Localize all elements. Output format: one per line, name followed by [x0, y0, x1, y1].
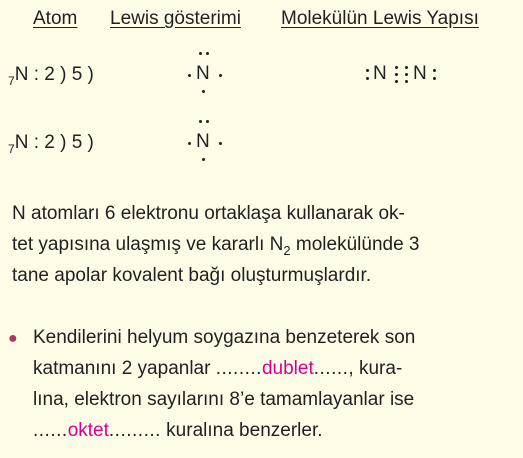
- explanation-paragraph: [12, 198, 509, 291]
- nitrogen-symbol: N: [196, 131, 210, 152]
- bullet-line: Kendilerini helyum soygazına benzeterek son: [33, 327, 416, 348]
- header-atom: Atom: [33, 8, 78, 29]
- paragraph-line: N atomları 6 elektronu ortaklaşa kullanarak ok-: [12, 203, 405, 224]
- bullet-icon: ●: [8, 330, 18, 347]
- header-molecule: Molekülün Lewis Yapısı: [281, 8, 479, 29]
- nitrogen-symbol: N: [196, 63, 210, 84]
- bullet-paragraph: [33, 322, 511, 446]
- bullet-line: ......oktet......... kuralına benzerler.: [33, 420, 323, 441]
- bullet-line: lına, elektron sayılarını 8’e tamamlayanlar ise: [33, 389, 415, 410]
- atomic-number: 7: [8, 74, 15, 88]
- electron-config: N : 2 ) 5 ): [14, 64, 94, 85]
- nitrogen-left: N: [373, 63, 387, 84]
- header-lewis: Lewis gösterimi: [110, 8, 241, 29]
- paragraph-line: tet yapısına ulaşmış ve kararlı $N_2$ molekülünde 3: [12, 234, 420, 258]
- molecule-lewis: [363, 52, 453, 96]
- atom-config-2: [8, 132, 94, 156]
- lewis-symbol-1: [186, 52, 226, 96]
- bullet-line: katmanını 2 yapanlar ........dublet......, kura-: [33, 358, 403, 379]
- answer-oktet: oktet: [67, 420, 109, 441]
- subscript: 2: [283, 243, 291, 258]
- answer-dublet: dublet: [261, 358, 314, 379]
- nitrogen-right: N: [413, 63, 427, 84]
- atom-config-1: [8, 64, 94, 88]
- atomic-number: 7: [8, 142, 15, 156]
- paragraph-line: tane apolar kovalent bağı oluşturmuşlardır.: [12, 265, 372, 286]
- lewis-symbol-2: [186, 120, 226, 164]
- electron-config: N : 2 ) 5 ): [14, 132, 94, 153]
